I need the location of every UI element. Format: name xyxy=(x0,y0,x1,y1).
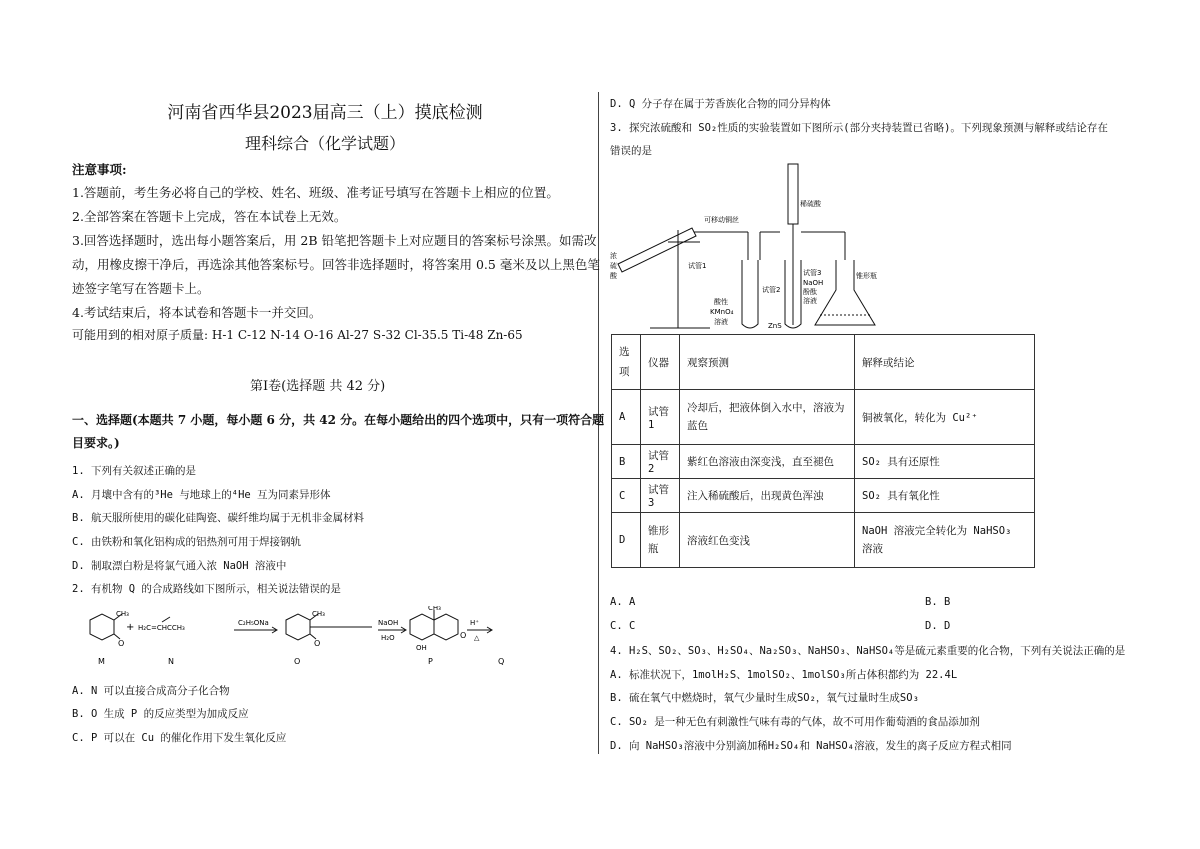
reagent-h-plus: H⁺ xyxy=(470,619,479,627)
table-header: 解释或结论 xyxy=(855,335,1035,390)
tube2-body xyxy=(742,260,758,328)
label-copper-wire: 可移动铜丝 xyxy=(704,216,739,224)
label-flask: 锥形瓶 xyxy=(856,272,877,280)
q4-stem: 4. H₂S、SO₂、SO₃、H₂SO₄、Na₂SO₃、NaHSO₃、NaHSO₄等是硫元素重要的化合物，下列有关说法正确的是 xyxy=(610,645,1126,657)
table-cell: A xyxy=(612,390,641,445)
table-header: 选项 xyxy=(612,335,641,390)
label-tube1: 试管1 xyxy=(688,262,707,270)
table-cell: NaOH 溶液完全转化为 NaHSO₃ 溶液 xyxy=(855,513,1035,568)
exam-title: 河南省西华县2023届高三（上）摸底检测 xyxy=(167,103,483,123)
o-ch3: CH₃ xyxy=(312,610,325,618)
reagent-c2h5ona: C₂H₅ONa xyxy=(238,619,269,627)
q2-option-a: A. N 可以直接合成高分子化合物 xyxy=(72,685,230,697)
notice-line: 2.全部答案在答题卡上完成，答在本试卷上无效。 xyxy=(72,209,347,224)
section-instruction: 一、选择题(本题共 7 小题，每小题 6 分，共 42 分。在每小题给出的四个选项中，只有一项符合题 xyxy=(72,413,605,427)
section-instruction: 目要求。) xyxy=(72,436,120,450)
scheme-plus: + xyxy=(126,622,135,633)
q3-stem: 3. 探究浓硫酸和 SO₂性质的实验装置如下图所示(部分夹持装置已省略)。下列现象预测与解释或结论存在 xyxy=(610,122,1108,134)
label-p: P xyxy=(428,657,433,666)
table-cell: 冷却后，把液体倒入水中，溶液为蓝色 xyxy=(680,390,855,445)
q1-stem: 1. 下列有关叙述正确的是 xyxy=(72,465,196,477)
synthesis-scheme xyxy=(72,606,512,670)
notice-line: 4.考试结束后，将本试卷和答题卡一并交回。 xyxy=(72,305,322,320)
molecule-p-ring2 xyxy=(434,614,458,640)
q3-table xyxy=(611,334,1035,568)
table-header: 仪器 xyxy=(641,335,680,390)
q3-option-c: C. C xyxy=(610,620,636,632)
label-tube2: 试管2 xyxy=(762,286,781,294)
atomic-masses: 可能用到的相对原子质量: H-1 C-12 N-14 O-16 Al-27 S-32 Cl-35.5 Ti-48 Zn-65 xyxy=(72,328,523,342)
syringe xyxy=(788,164,798,224)
table-cell: SO₂ 具有还原性 xyxy=(855,445,1035,479)
molecule-o-ring xyxy=(286,614,310,640)
table-row xyxy=(612,390,1035,445)
table-cell: 紫红色溶液由深变浅，直至褪色 xyxy=(680,445,855,479)
label-kmno4: KMnO₄ xyxy=(710,308,734,316)
table-cell: B xyxy=(612,445,641,479)
table-cell: 注入稀硫酸后，出现黄色浑浊 xyxy=(680,479,855,513)
label-conc-acid: 硫 xyxy=(610,262,617,270)
q2-option-b: B. O 生成 P 的反应类型为加成反应 xyxy=(72,708,249,720)
table-cell: 试管 3 xyxy=(641,479,680,513)
table-header-row xyxy=(612,335,1035,390)
reagent-heat: △ xyxy=(474,634,480,642)
right-column xyxy=(605,0,1145,849)
p-oh: OH xyxy=(416,644,427,652)
label-q: Q xyxy=(498,657,505,666)
q1-option-d: D. 制取漂白粉是将氯气通入浓 NaOH 溶液中 xyxy=(72,560,287,572)
label-zns: ZnS xyxy=(768,322,782,330)
label-phenolphthalein: 酚酞 xyxy=(803,288,817,296)
notice-line: 动，用橡皮擦干净后，再选涂其他答案标号。回答非选择题时，将答案用 0.5 毫米及以上黑色笔 xyxy=(72,257,600,272)
reagent-naoh: NaOH xyxy=(378,619,399,627)
n-formula: H₂C=CHCCH₃ xyxy=(138,624,185,632)
q1-option-c: C. 由铁粉和氧化铝构成的铝热剂可用于焊接钢轨 xyxy=(72,536,301,548)
label-m: M xyxy=(98,657,105,666)
part-heading: 第Ⅰ卷(选择题 共 42 分) xyxy=(250,379,386,394)
table-cell: C xyxy=(612,479,641,513)
label-naoh: NaOH xyxy=(803,279,824,287)
table-row xyxy=(612,513,1035,568)
label-tube3: 试管3 xyxy=(803,269,822,277)
p-o: O xyxy=(460,631,467,640)
exam-subtitle: 理科综合（化学试题） xyxy=(244,134,405,153)
table-header: 观察预测 xyxy=(680,335,855,390)
table-cell: 溶液红色变浅 xyxy=(680,513,855,568)
label-o: O xyxy=(294,657,301,666)
q2-stem: 2. 有机物 Q 的合成路线如下图所示，相关说法错误的是 xyxy=(72,583,341,595)
table-cell: 试管 2 xyxy=(641,445,680,479)
label-dilute-acid: 稀硫酸 xyxy=(800,200,821,208)
o-o: O xyxy=(314,639,321,648)
notice-line: 3.回答选择题时，选出每小题答案后，用 2B 铅笔把答题卡上对应题目的答案标号涂黑。如需改 xyxy=(72,233,597,248)
label-n: N xyxy=(168,657,174,666)
q4-option-b: B. 硫在氧气中燃烧时，氧气少量时生成SO₂，氧气过量时生成SO₃ xyxy=(610,692,919,704)
label-solution: 溶液 xyxy=(803,297,817,305)
tube1-body xyxy=(618,228,696,272)
notice-line: 1.答题前，考生务必将自己的学校、姓名、班级、准考证号填写在答题卡上相应的位置。 xyxy=(72,185,559,200)
q4-option-a: A. 标准状况下，1molH₂S、1molSO₂、1molSO₃所占体积都约为 22.4L xyxy=(610,669,958,681)
m-o: O xyxy=(118,639,125,648)
q2-option-d: D. Q 分子存在属于芳香族化合物的同分异构体 xyxy=(610,98,831,110)
label-conc-acid: 酸 xyxy=(610,272,617,280)
table-row xyxy=(612,479,1035,513)
q3-option-d: D. D xyxy=(925,620,951,632)
label-conc-acid: 浓 xyxy=(610,252,617,260)
table-cell: 铜被氧化，转化为 Cu²⁺ xyxy=(855,390,1035,445)
molecule-p-ring1 xyxy=(410,614,434,640)
reagent-h2o: H₂O xyxy=(381,634,395,642)
q4-option-d: D. 向 NaHSO₃溶液中分别滴加稀H₂SO₄和 NaHSO₄溶液，发生的离子反应方程式相同 xyxy=(610,740,1012,752)
p-ch3: CH₃ xyxy=(428,606,441,612)
q4-option-c: C. SO₂ 是一种无色有刺激性气味有毒的气体，故不可用作葡萄酒的食品添加剂 xyxy=(610,716,980,728)
table-row xyxy=(612,445,1035,479)
molecule-m-ring xyxy=(90,614,114,640)
q3-stem-cont: 错误的是 xyxy=(610,145,652,157)
table-cell: D xyxy=(612,513,641,568)
q1-option-b: B. 航天服所使用的碳化硅陶瓷、碳纤维均属于无机非金属材料 xyxy=(72,512,364,524)
table-cell: 试管 1 xyxy=(641,390,680,445)
q3-option-b: B. B xyxy=(925,596,951,608)
table-cell: SO₂ 具有氧化性 xyxy=(855,479,1035,513)
notice-heading: 注意事项: xyxy=(72,162,127,177)
apparatus-diagram xyxy=(610,160,910,332)
q2-option-c: C. P 可以在 Cu 的催化作用下发生氧化反应 xyxy=(72,732,287,744)
q3-option-a: A. A xyxy=(610,596,636,608)
table-cell: 锥形瓶 xyxy=(641,513,680,568)
notice-line: 迹签字笔写在答题卡上。 xyxy=(72,281,210,296)
label-kmno4: 酸性 xyxy=(714,298,728,306)
label-kmno4: 溶液 xyxy=(714,318,728,326)
m-ch3: CH₃ xyxy=(116,610,129,618)
left-column xyxy=(60,0,605,849)
q1-option-a: A. 月壤中含有的³He 与地球上的⁴He 互为同素异形体 xyxy=(72,489,331,501)
